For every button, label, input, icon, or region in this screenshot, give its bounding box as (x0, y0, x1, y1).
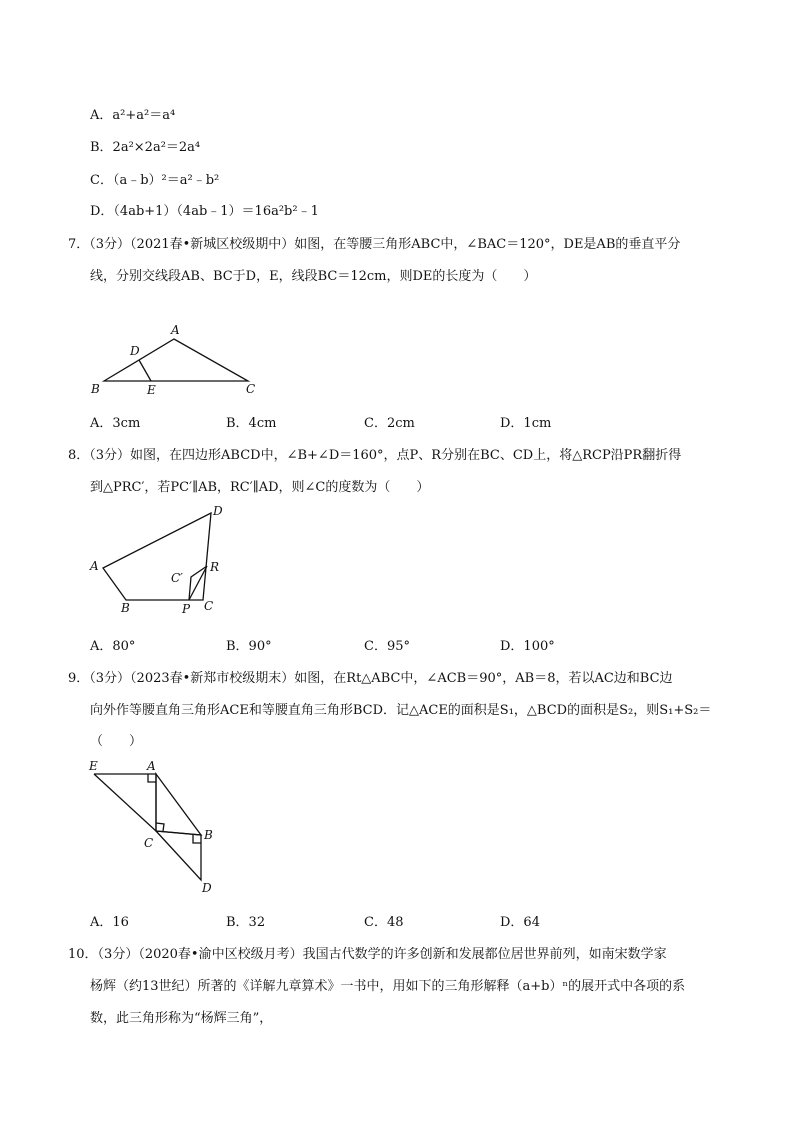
q7-option-a: A．3cm (90, 416, 141, 431)
q8-quadrilateral-abcd (103, 513, 211, 600)
prev-option-c: C．（a﹣b）²＝a²﹣b² (90, 173, 220, 188)
q8-option-b: B．90° (226, 639, 272, 654)
q7-label-d: D (130, 344, 140, 358)
prev-option-a: A．a²+a²＝a⁴ (90, 108, 176, 123)
q9-option-b: B．32 (226, 915, 266, 930)
q9-figure (80, 755, 240, 900)
q7-option-c: C．2cm (364, 416, 415, 431)
q7-option-b: B．4cm (226, 416, 277, 431)
q7-label-c: C (246, 382, 256, 396)
q7-label-b: B (91, 382, 100, 396)
q9-option-a: A．16 (90, 915, 129, 930)
q8-label-c-prime: C′ (171, 571, 183, 585)
q8-option-d: D．100° (500, 639, 555, 654)
q8-label-r: R (210, 560, 220, 574)
prev-option-d: D．（4ab+1）（4ab﹣1）＝16a²b²﹣1 (90, 204, 319, 219)
q9-label-a: A (147, 759, 156, 773)
q7-figure (80, 318, 280, 398)
q9-triangle-bcd (156, 831, 201, 880)
q7-stem-line1: 7．（3分）（2021春•新城区校级期中）如图，在等腰三角形ABC中，∠BAC＝120°，DE是AB的垂直平分 (68, 237, 681, 252)
q7-label-e: E (147, 383, 156, 397)
q9-label-e: E (89, 759, 98, 773)
q8-label-c: C (204, 599, 214, 613)
q8-stem-line2: 到△PRC′，若PC′∥AB，RC′∥AD，则∠C的度数为（ ） (90, 480, 430, 495)
q10-stem-line3: 数，此三角形称为“杨辉三角”， (90, 1011, 273, 1026)
q7-segment-de (139, 360, 151, 381)
q9-label-d: D (202, 881, 212, 895)
q9-option-d: D．64 (500, 915, 540, 930)
q8-figure (80, 500, 250, 620)
q9-stem-line3: （ ） (90, 734, 143, 749)
q7-label-a: A (171, 323, 180, 337)
q9-right-angle-a (148, 774, 156, 782)
q8-label-a: A (90, 559, 99, 573)
q9-option-c: C．48 (364, 915, 404, 930)
q8-label-d: D (213, 504, 223, 518)
prev-option-b: B．2a²×2a²＝2a⁴ (90, 140, 201, 155)
q9-triangle-abc (156, 774, 201, 835)
q8-option-a: A．80° (90, 639, 136, 654)
q9-stem-line1: 9．（3分）（2023春•新郑市校级期末）如图，在Rt△ABC中，∠ACB＝90°，AB＝8，若以AC边和BC边 (68, 671, 673, 686)
q10-stem-line1: 10．（3分）（2020春•渝中区校级月考）我国古代数学的许多创新和发展都位居世界前列，如南宋数学家 (68, 947, 667, 962)
q9-label-b: B (204, 828, 213, 842)
q7-stem-line2: 线，分别交线段AB、BC于D，E，线段BC＝12cm，则DE的长度为（ ） (90, 269, 537, 284)
q9-label-c: C (144, 836, 154, 850)
q8-label-p: P (182, 602, 191, 616)
q8-option-c: C．95° (364, 639, 410, 654)
q9-triangle-ace (94, 774, 156, 831)
q9-stem-line2: 向外作等腰直角三角形ACE和等腰直角三角形BCD．记△ACE的面积是S₁，△BCD的面积是S₂，则S₁+S₂＝ (90, 703, 712, 718)
q10-stem-line2: 杨辉（约13世纪）所著的《详解九章算术》一书中，用如下的三角形解释（a+b）ⁿ的展开式中各项的系 (90, 979, 686, 994)
q8-stem-line1: 8．（3分）如图，在四边形ABCD中，∠B+∠D＝160°，点P、R分别在BC、CD上，将△RCP沿PR翻折得 (68, 448, 682, 463)
q7-triangle-abc (104, 339, 248, 381)
q8-label-b: B (121, 601, 130, 615)
q7-option-d: D．1cm (500, 416, 552, 431)
q9-right-angle-b (193, 835, 201, 843)
q9-right-angle-c (156, 823, 164, 831)
